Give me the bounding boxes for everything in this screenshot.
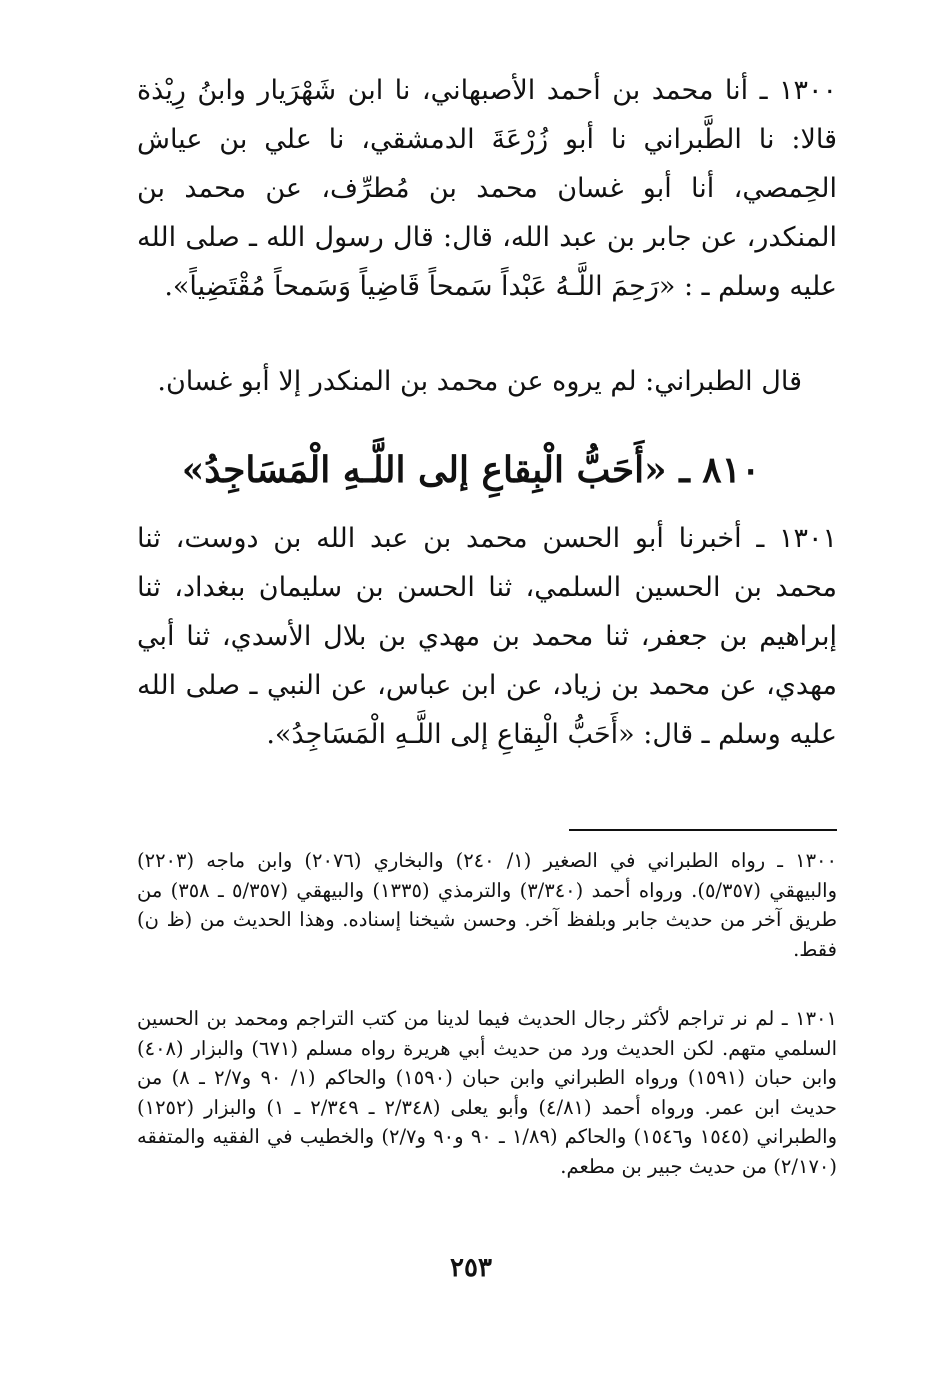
section-heading: ٨١٠ ـ «أَحَبُّ الْبِقاعِ إلى اللَّـهِ الْمَسَاجِدُ»	[181, 449, 761, 491]
tabarani-note: قال الطبراني: لم يروه عن محمد بن المنكدر إلا أبو غسان.	[157, 366, 802, 397]
page-number: ٢٥٣	[450, 1253, 492, 1283]
hadith-1300-paragraph: ١٣٠٠ ـ أنا محمد بن أحمد الأصبهاني، نا ابن شَهْرَيار وابنُ رِيْذة قالا: نا الطَّبراني نا أبو زُرْعَةَ الدمشقي، نا علي بن عياش الحِمصي، أنا أبو غسان محمد بن مُطرِّف، عن محمد بن المنكدر، عن جابر بن عبد الله، قال: قال رسول الله ـ صلى الله عليه وسلم ـ : «رَحِمَ اللَّـهُ عَبْداً سَمحاً قَاضِياً وَسَمحاً مُقْتَضِياً».	[137, 75, 837, 302]
footnote-separator	[569, 829, 837, 831]
footnote-1300: ١٣٠٠ ـ رواه الطبراني في الصغير (١/ ٢٤٠) والبخاري (٢٠٧٦) وابن ماجه (٢٢٠٣) والبيهقي (٥/٣٥٧). ورواه أحمد (٣/٣٤٠) والترمذي (١٣٣٥) والبيهقي (٥/٣٥٧ ـ ٣٥٨) من طريق آخر من حديث جابر وبلفظ آخر. وحسن شيخنا إسناده. وهذا الحديث من (ظ ن) فقط.	[137, 849, 837, 961]
footnote-1301: ١٣٠١ ـ لم نر تراجم لأكثر رجال الحديث فيما لدينا من كتب التراجم ومحمد بن الحسين السلمي متهم. لكن الحديث ورد من حديث أبي هريرة رواه مسلم (٦٧١) والبزار (٤٠٨) وابن حبان (١٥٩١) ورواه الطبراني وابن حبان (١٥٩٠) والحاكم (١/ ٩٠ و٢/٧ ـ ٨) من حديث ابن عمر. ورواه أحمد (٤/٨١) وأبو يعلى (٢/٣٤٨ ـ ٢/٣٤٩ ـ ١) والبزار (١٢٥٢) والطبراني (١٥٤٥ و١٥٤٦) والحاكم (١/٨٩ ـ ٩٠ و٩٠ و٢/٧) والخطيب في الفقيه والمتفقه (٢/١٧٠) من حديث جبير بن مطعم.	[137, 1007, 837, 1178]
hadith-1301-paragraph: ١٣٠١ ـ أخبرنا أبو الحسن محمد بن عبد الله بن دوست، ثنا محمد بن الحسين السلمي، ثنا الحسن بن سليمان ببغداد، ثنا إبراهيم بن جعفر، ثنا محمد بن مهدي بن بلال الأسدي، ثنا أبي مهدي، عن محمد بن زياد، عن ابن عباس، عن النبي ـ صلى الله عليه وسلم ـ قال: «أَحَبُّ الْبِقاعِ إلى اللَّـهِ الْمَسَاجِدُ».	[137, 523, 837, 750]
